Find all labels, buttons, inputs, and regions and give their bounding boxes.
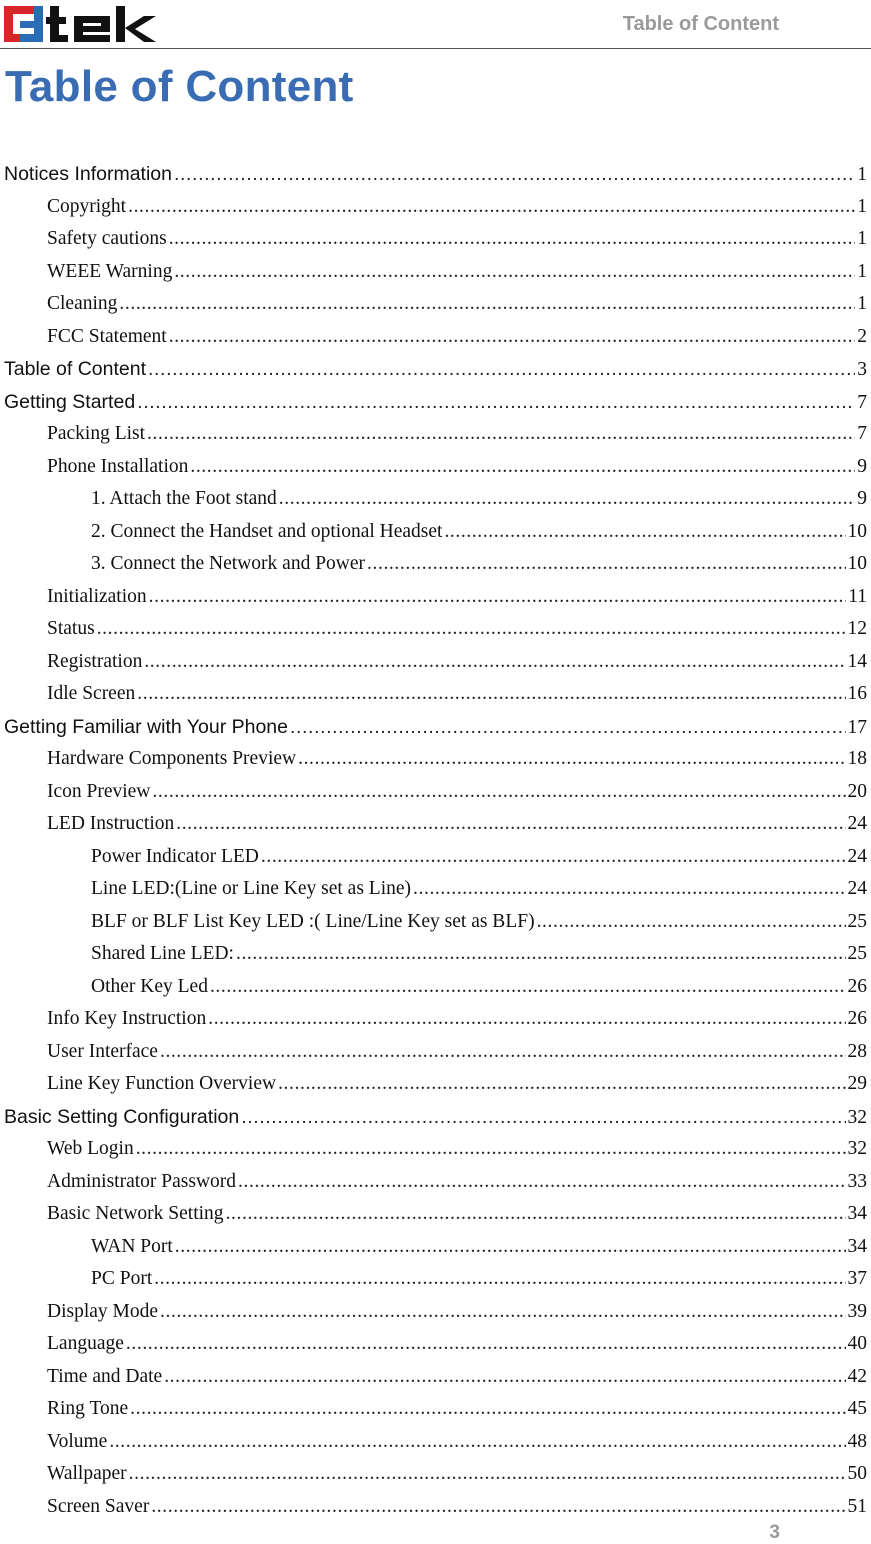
toc-dot-leader bbox=[128, 196, 855, 218]
toc-dot-leader bbox=[169, 326, 856, 348]
toc-entry-title: Other Key Led bbox=[91, 975, 208, 997]
toc-entry[interactable] bbox=[0, 683, 867, 715]
toc-entry-page: 39 bbox=[847, 1300, 867, 1322]
toc-entry-page: 1 bbox=[857, 164, 867, 185]
toc-entry-page: 17 bbox=[847, 716, 867, 738]
toc-entry[interactable] bbox=[0, 878, 867, 910]
toc-entry[interactable] bbox=[0, 1301, 867, 1333]
toc-entry[interactable] bbox=[0, 423, 867, 455]
toc-entry-title: Wallpaper bbox=[47, 1463, 127, 1484]
page-header bbox=[0, 0, 871, 50]
toc-entry-title: Line Key Function Overview bbox=[47, 1073, 277, 1094]
toc-entry-page: 7 bbox=[857, 391, 867, 413]
toc-dot-leader bbox=[190, 456, 855, 478]
toc-entry-title: Notices Information bbox=[4, 163, 172, 185]
toc-entry-title: Screen Saver bbox=[47, 1495, 150, 1517]
toc-entry-page: 32 bbox=[847, 1138, 867, 1159]
toc-dot-leader bbox=[413, 878, 845, 900]
toc-entry-title: Administrator Password bbox=[47, 1170, 237, 1192]
toc-entry-title: Initialization bbox=[47, 585, 147, 607]
toc-entry-page: 50 bbox=[847, 1463, 867, 1484]
toc-entry[interactable] bbox=[0, 196, 867, 228]
toc-entry-title: Basic Network Setting bbox=[47, 1203, 224, 1224]
toc-entry[interactable] bbox=[0, 488, 867, 520]
toc-dot-leader bbox=[144, 651, 845, 673]
toc-entry-title: Phone Installation bbox=[47, 455, 189, 477]
toc-entry-title: Table of Content bbox=[4, 358, 147, 380]
toc-dot-leader bbox=[151, 1496, 845, 1518]
toc-entry-page: 40 bbox=[847, 1333, 867, 1354]
toc-entry-title: Basic Setting Configuration bbox=[4, 1105, 240, 1128]
toc-entry[interactable] bbox=[0, 228, 867, 260]
toc-entry-page: 10 bbox=[847, 520, 867, 542]
toc-dot-leader bbox=[290, 716, 846, 739]
toc-entry-page: 9 bbox=[857, 455, 867, 477]
toc-entry-title: Ring Tone bbox=[47, 1398, 129, 1419]
toc-entry[interactable] bbox=[0, 261, 867, 293]
toc-dot-leader bbox=[174, 261, 855, 283]
toc-entry-page: 25 bbox=[847, 910, 867, 932]
toc-entry[interactable] bbox=[0, 293, 867, 325]
toc-entry[interactable] bbox=[0, 358, 867, 390]
toc-entry-title: LED Instruction bbox=[47, 813, 175, 834]
toc-entry[interactable] bbox=[0, 1203, 867, 1235]
toc-entry-page: 42 bbox=[847, 1365, 867, 1387]
toc-entry-title: Getting Started bbox=[4, 390, 136, 413]
toc-entry-page: 34 bbox=[847, 1203, 867, 1224]
toc-entry-title: 2. Connect the Handset and optional Headset bbox=[91, 520, 443, 542]
toc-entry[interactable] bbox=[0, 1366, 867, 1398]
toc-entry-page: 1 bbox=[857, 228, 867, 249]
htek-logo bbox=[4, 4, 190, 44]
toc-dot-leader bbox=[261, 846, 846, 868]
toc-dot-leader bbox=[149, 586, 847, 608]
toc-entry[interactable] bbox=[0, 391, 867, 423]
toc-entry[interactable] bbox=[0, 1073, 867, 1105]
toc-entry-page: 24 bbox=[847, 845, 867, 867]
toc-dot-leader bbox=[129, 1463, 846, 1485]
toc-entry[interactable] bbox=[0, 1138, 867, 1170]
toc-dot-leader bbox=[279, 488, 855, 510]
toc-entry[interactable] bbox=[0, 1008, 867, 1040]
toc-dot-leader bbox=[537, 911, 846, 933]
toc-entry-title: Registration bbox=[47, 650, 143, 672]
toc-entry-page: 24 bbox=[847, 878, 867, 899]
header-title: Table of Content bbox=[622, 13, 779, 35]
toc-entry-page: 37 bbox=[847, 1268, 867, 1289]
toc-entry-page: 2 bbox=[857, 325, 867, 347]
toc-dot-leader bbox=[130, 1398, 845, 1420]
toc-dot-leader bbox=[137, 391, 855, 414]
toc-entry[interactable] bbox=[0, 1398, 867, 1430]
toc-dot-leader bbox=[176, 813, 845, 835]
toc-entry-title: 1. Attach the Foot stand bbox=[91, 488, 277, 509]
toc-entry[interactable] bbox=[0, 651, 867, 683]
toc-entry-page: 7 bbox=[857, 423, 867, 444]
toc-entry-page: 29 bbox=[847, 1073, 867, 1094]
toc-entry-title: Getting Familiar with Your Phone bbox=[4, 715, 288, 738]
toc-entry-title: Info Key Instruction bbox=[47, 1008, 207, 1029]
toc-dot-leader bbox=[97, 618, 846, 640]
toc-entry[interactable] bbox=[0, 326, 867, 358]
toc-entry-page: 11 bbox=[848, 585, 867, 607]
toc-entry-page: 51 bbox=[847, 1495, 867, 1517]
toc-entry[interactable] bbox=[0, 1041, 867, 1073]
toc-dot-leader bbox=[208, 1008, 845, 1030]
toc-dot-leader bbox=[137, 683, 845, 705]
toc-entry[interactable] bbox=[0, 1106, 867, 1138]
toc-entry[interactable] bbox=[0, 618, 867, 650]
toc-entry[interactable] bbox=[0, 1171, 867, 1203]
toc-entry-title: Power Indicator LED bbox=[91, 845, 259, 867]
toc-dot-leader bbox=[174, 163, 855, 186]
toc-dot-leader bbox=[241, 1106, 845, 1129]
toc-entry-page: 24 bbox=[847, 813, 867, 834]
toc-entry-title: Icon Preview bbox=[47, 780, 151, 802]
toc-dot-leader bbox=[148, 358, 855, 381]
toc-entry-title: Cleaning bbox=[47, 293, 118, 314]
toc-entry-title: Packing List bbox=[47, 423, 146, 444]
toc-entry-title: WAN Port bbox=[91, 1235, 173, 1257]
toc-entry-title: Safety cautions bbox=[47, 228, 167, 249]
toc-entry-page: 9 bbox=[857, 488, 867, 509]
toc-dot-leader bbox=[226, 1203, 846, 1225]
toc-entry-page: 3 bbox=[857, 359, 867, 380]
toc-entry[interactable] bbox=[0, 586, 867, 618]
toc-entry[interactable] bbox=[0, 976, 867, 1008]
page-title: Table of Content bbox=[5, 62, 354, 111]
toc-entry-page: 1 bbox=[857, 260, 867, 282]
toc-entry-title: Display Mode bbox=[47, 1300, 159, 1322]
toc-dot-leader bbox=[367, 553, 845, 575]
toc-dot-leader bbox=[152, 781, 845, 803]
toc-entry-page: 34 bbox=[847, 1235, 867, 1257]
toc-entry[interactable] bbox=[0, 1333, 867, 1365]
toc-entry-title: PC Port bbox=[91, 1268, 153, 1289]
toc-entry[interactable] bbox=[0, 1496, 867, 1528]
toc-dot-leader bbox=[154, 1268, 845, 1290]
toc-dot-leader bbox=[278, 1073, 845, 1095]
toc-dot-leader bbox=[444, 521, 845, 543]
toc-entry[interactable] bbox=[0, 1268, 867, 1300]
toc-entry[interactable] bbox=[0, 163, 867, 195]
toc-entry-title: Web Login bbox=[47, 1138, 134, 1159]
toc-entry-title: 3. Connect the Network and Power bbox=[91, 553, 366, 574]
toc-entry-title: Hardware Components Preview bbox=[47, 748, 297, 769]
toc-dot-leader bbox=[119, 293, 855, 315]
toc-entry[interactable] bbox=[0, 943, 867, 975]
toc-entry-title: BLF or BLF List Key LED :( Line/Line Key set as BLF) bbox=[91, 910, 535, 932]
toc-dot-leader bbox=[236, 943, 846, 965]
toc-entry[interactable] bbox=[0, 911, 867, 943]
toc-entry-page: 12 bbox=[847, 618, 867, 639]
toc-dot-leader bbox=[164, 1366, 845, 1388]
toc-dot-leader bbox=[169, 228, 856, 250]
toc-entry[interactable] bbox=[0, 1463, 867, 1495]
toc-entry[interactable] bbox=[0, 553, 867, 585]
toc-entry-page: 20 bbox=[847, 780, 867, 802]
toc-entry-title: Shared Line LED: bbox=[91, 943, 234, 964]
toc-entry-title: Copyright bbox=[47, 195, 127, 217]
toc-entry-page: 25 bbox=[847, 943, 867, 964]
toc-dot-leader bbox=[210, 976, 846, 998]
toc-dot-leader bbox=[160, 1301, 845, 1323]
toc-dot-leader bbox=[126, 1333, 846, 1355]
toc-entry-title: Time and Date bbox=[47, 1365, 163, 1387]
toc-dot-leader bbox=[147, 423, 855, 445]
toc-entry-page: 26 bbox=[847, 1008, 867, 1029]
toc-entry-page: 18 bbox=[847, 748, 867, 769]
toc-entry-page: 28 bbox=[847, 1040, 867, 1062]
toc-entry[interactable] bbox=[0, 781, 867, 813]
toc-entry[interactable] bbox=[0, 1236, 867, 1268]
toc-entry-title: Status bbox=[47, 618, 95, 639]
toc-entry-page: 1 bbox=[857, 195, 867, 217]
toc-entry[interactable] bbox=[0, 748, 867, 780]
toc-entry-page: 32 bbox=[847, 1106, 867, 1128]
toc-entry-page: 26 bbox=[847, 975, 867, 997]
toc-dot-leader bbox=[175, 1236, 846, 1258]
toc-entry-title: Volume bbox=[47, 1430, 108, 1452]
toc-entry-page: 45 bbox=[847, 1398, 867, 1419]
header-divider bbox=[0, 48, 871, 49]
toc-entry[interactable] bbox=[0, 521, 867, 553]
toc-dot-leader bbox=[109, 1431, 845, 1453]
toc-dot-leader bbox=[136, 1138, 846, 1160]
toc-entry-title: Line LED:(Line or Line Key set as Line) bbox=[91, 878, 412, 899]
toc-entry-title: Language bbox=[47, 1333, 124, 1354]
toc-entry-title: WEEE Warning bbox=[47, 260, 173, 282]
toc-entry[interactable] bbox=[0, 716, 867, 748]
toc-entry[interactable] bbox=[0, 813, 867, 845]
toc-dot-leader bbox=[298, 748, 845, 770]
toc-dot-leader bbox=[238, 1171, 845, 1193]
toc-entry-page: 48 bbox=[847, 1430, 867, 1452]
toc-entry-page: 16 bbox=[847, 683, 867, 704]
toc-entry-page: 33 bbox=[847, 1170, 867, 1192]
toc-entry-page: 14 bbox=[847, 650, 867, 672]
toc-entry[interactable] bbox=[0, 456, 867, 488]
toc-entry-title: Idle Screen bbox=[47, 683, 136, 704]
page-number: 3 bbox=[769, 1522, 780, 1543]
toc-entry-page: 1 bbox=[857, 293, 867, 314]
toc-entry-title: User Interface bbox=[47, 1040, 158, 1062]
toc-entry-title: FCC Statement bbox=[47, 325, 167, 347]
toc-dot-leader bbox=[160, 1041, 846, 1063]
toc-entry[interactable] bbox=[0, 1431, 867, 1463]
toc-entry-page: 10 bbox=[847, 553, 867, 574]
toc-entry[interactable] bbox=[0, 846, 867, 878]
